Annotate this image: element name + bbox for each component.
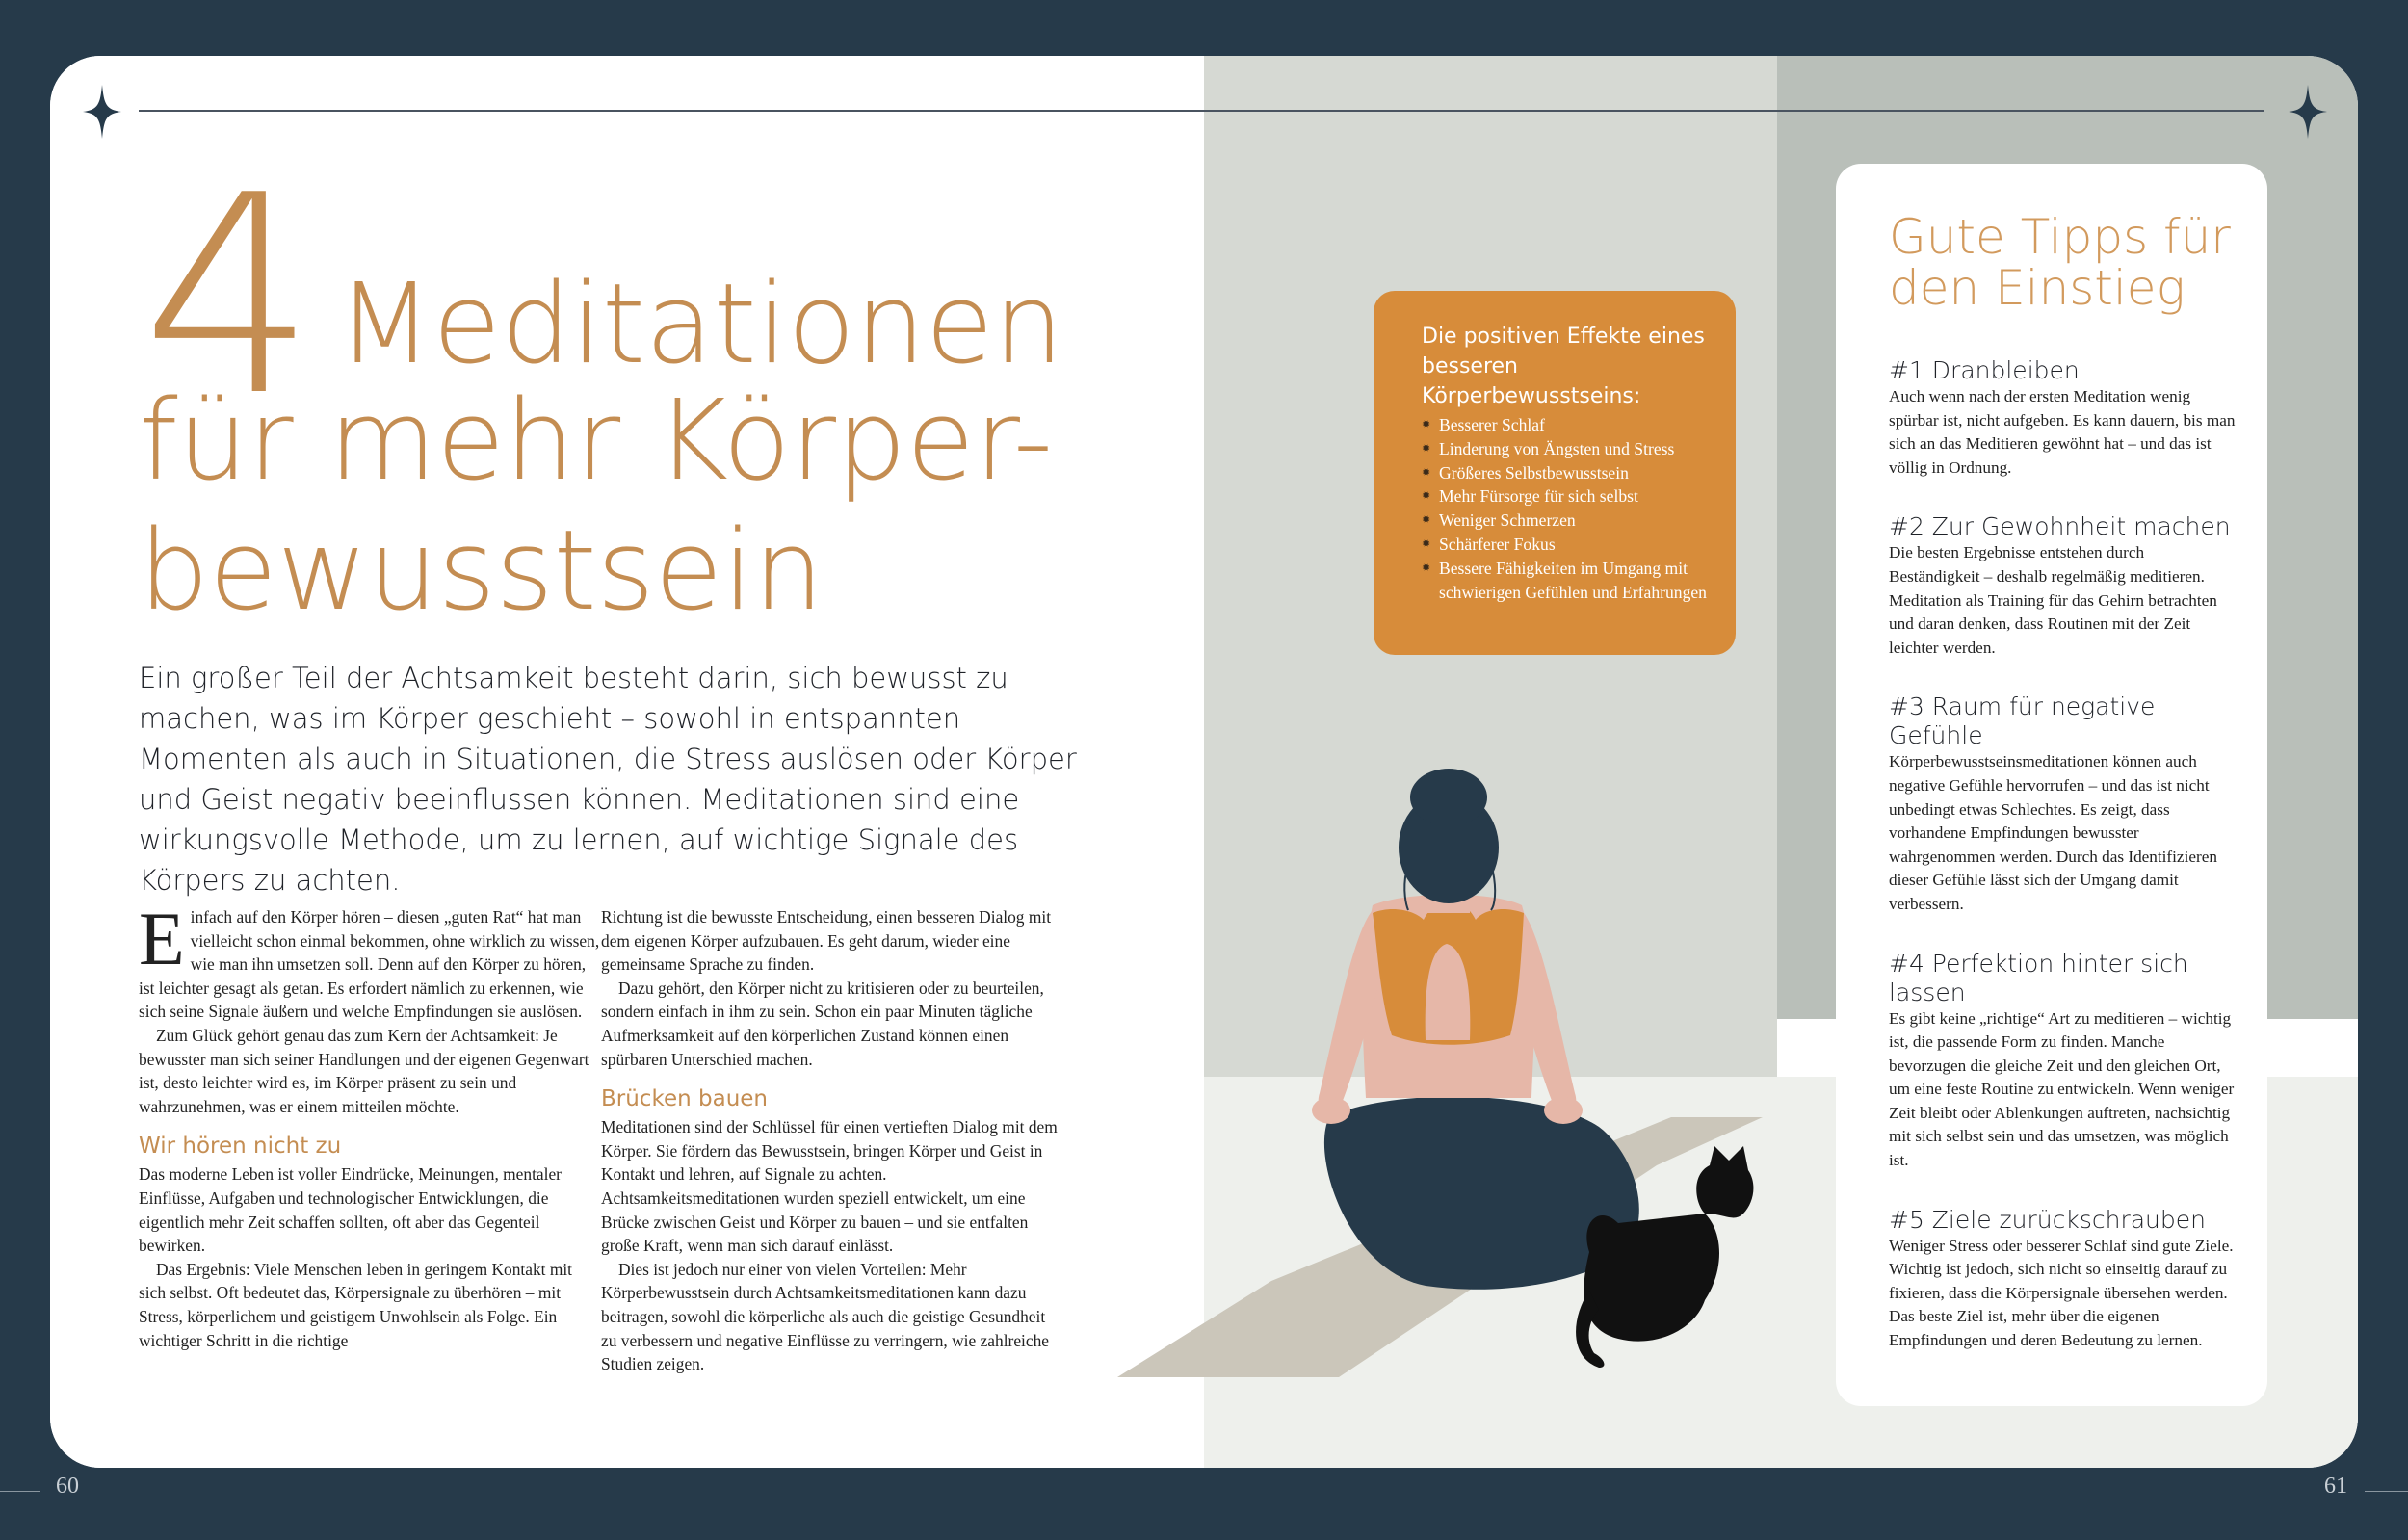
- tip-text: Es gibt keine „richtige“ Art zu meditieren – wichtig ist, die passende Form zu finden. Manche bevorzugen die gleiche Zeit und den gleichen Ort, um eine feste Routine zu entwickeln. Wenn weniger Zeit bleibt oder Ablenkungen auftreten, nachsichtig mit sich selbst sein und das umsetzen, was möglich ist.: [1889, 1008, 2235, 1170]
- body-column-1: [139, 897, 601, 1352]
- tip-text: Die besten Ergebnisse entstehen durch Beständigkeit – deshalb regelmäßig meditieren. Meditation als Training für das Gehirn betrachten und daran denken, dass Routinen mit der Zeit leichter werden.: [1889, 543, 2217, 657]
- paragraph: Dies ist jedoch nur einer von vielen Vorteilen: Mehr Körperbewusstsein durch Achtsamkeitsmeditationen kann dazu beitragen, sowohl die körperliche als auch die geistige Gesundheit zu verbessern und negative Einflüsse zu verringern, wie zahlreiche Studien zeigen.: [601, 1259, 1050, 1374]
- page-number-right: 61: [2324, 1474, 2347, 1499]
- tips-box: [1836, 164, 2267, 1406]
- list-item: ✹ Bessere Fähigkeiten im Umgang mit schwierigen Gefühlen und Erfahrungen: [1422, 557, 1707, 605]
- paragraph: [139, 897, 601, 1024]
- left-page: [50, 56, 1204, 1468]
- paragraph: Dazu gehört, den Körper nicht zu kritisieren oder zu beurteilen, sondern einfach in ihm zu sein. Schon ein paar Minuten tägliche Aufmerksamkeit auf den körperlichen Zustand können einen spürbaren Unterschied machen.: [601, 978, 1044, 1069]
- tip-heading: #5 Ziele zurückschrauben: [1889, 1205, 2206, 1234]
- list-item: ✹ Weniger Schmerzen: [1422, 509, 1707, 533]
- tips-title: Gute Tipps für den Einstieg: [1889, 209, 2231, 316]
- title-line-1: Meditationen: [337, 260, 1064, 389]
- tip-item: [1889, 356, 2238, 480]
- drop-cap: E: [139, 897, 185, 980]
- effects-list: [1422, 413, 1707, 604]
- list-item: ✹ Schärferer Fokus: [1422, 533, 1707, 557]
- tip-text: Körperbewusstseinsmeditationen können auch negative Gefühle hervorrufen – und das ist nicht unbedingt etwas Schlechtes. Es zeigt, dass vorhandene Empfindungen bewusster wahrgenommen werden. Durch das Identifizieren dieser Gefühle lässt sich der Umgang damit verbessern.: [1889, 752, 2217, 913]
- paragraph-text: infach auf den Körper hören – diesen „guten Rat“ hat man vielleicht schon einmal bekommen, ohne wirklich zu wissen, wie man ihn umsetzen soll. Denn auf den Körper zu hören, ist leichter gesagt als getan. Es erfordert nämlich zu erkennen, wie sich seine Signale äußern und welche Empfindungen sie auslösen.: [139, 907, 600, 1022]
- paragraph: Meditationen sind der Schlüssel für einen vertieften Dialog mit dem Körper. Sie fördern das Bewusstsein, bringen Körper und Geist in Kontakt und lehren, auf Signale zu achten. Achtsamkeitsmeditationen wurden speziell entwickelt, um eine Brücke zwischen Geist und Körper zu bauen – und sie entfalten große Kraft, wenn man sich darauf einlässt.: [601, 1117, 1058, 1256]
- intro-paragraph: Ein großer Teil der Achtsamkeit besteht darin, sich bewusst zu machen, was im Körper geschieht – sowohl in entspannten Momenten als auch in Situationen, die Stress auslösen oder Körper und Geist negativ beeinflussen können. Meditationen sind eine wirkungsvolle Methode, um zu lernen, auf wichtige Signale des Körpers zu achten.: [139, 662, 1077, 897]
- title-line-2: für mehr Körper-: [139, 377, 1054, 506]
- four-point-star-icon: [2289, 85, 2327, 139]
- title-line-3: bewusstsein: [139, 507, 824, 636]
- tip-text: Auch wenn nach der ersten Meditation wenig spürbar ist, nicht aufgeben. Es kann dauern, bis man sich an das Meditieren gewöhnt hat – und das ist völlig in Ordnung.: [1889, 387, 2236, 477]
- tip-heading: #1 Dranbleiben: [1889, 356, 2080, 384]
- header-rule: [139, 110, 2264, 112]
- tip-item: [1889, 1206, 2238, 1353]
- page-number-rule: [2365, 1491, 2408, 1492]
- paragraph: Zum Glück gehört genau das zum Kern der Achtsamkeit: Je bewusster man sich seiner Handlungen und der eigenen Gegenwart ist, desto leichter wird es, im Körper präsent zu sein und wahrzunehmen, was er einem mitteilen möchte.: [139, 1025, 589, 1116]
- effects-heading: Die positiven Effekte eines besseren Körperbewusstseins:: [1422, 325, 1705, 408]
- tip-item: [1889, 950, 2238, 1173]
- title-numeral: 4: [142, 137, 313, 457]
- tip-item: [1889, 512, 2238, 660]
- tip-heading: #3 Raum für negative Gefühle: [1889, 692, 2156, 750]
- subheading: Wir hören nicht zu: [139, 1134, 342, 1160]
- paragraph: Das Ergebnis: Viele Menschen leben in geringem Kontakt mit sich selbst. Oft bedeutet das, Körpersignale zu überhören – mit Stress, körperlichem und geistigem Unwohlsein als Folge. Ein wichtiger Schritt in die richtige: [139, 1259, 573, 1350]
- tip-heading: #4 Perfektion hinter sich lassen: [1889, 949, 2188, 1006]
- list-item: ✹ Größeres Selbstbewusstsein: [1422, 461, 1707, 485]
- list-item: ✹ Linderung von Ängsten und Stress: [1422, 437, 1707, 461]
- paragraph: Das moderne Leben ist voller Eindrücke, Meinungen, mentaler Einflüsse, Aufgaben und technologischer Entwicklungen, die eigentlich mehr Zeit schaffen sollten, oft aber das Gegenteil bewirken.: [139, 1164, 562, 1256]
- list-item: ✹ Besserer Schlaf: [1422, 413, 1707, 437]
- page-number-rule: [0, 1491, 40, 1492]
- effects-box: [1374, 291, 1736, 655]
- tip-text: Weniger Stress oder besserer Schlaf sind gute Ziele. Wichtig ist jedoch, sich nicht so einseitig darauf zu fixieren, dass die Körpersignale übersehen werden. Das beste Ziel ist, mehr über die eigenen Empfindungen und deren Bedeutung zu lernen.: [1889, 1236, 2234, 1350]
- tip-item: [1889, 692, 2238, 916]
- page-number-left: 60: [56, 1474, 79, 1499]
- paragraph: Richtung ist die bewusste Entscheidung, einen besseren Dialog mit dem eigenen Körper aufzubauen. Es geht darum, wieder eine gemeinsame Sprache zu finden.: [601, 907, 1052, 975]
- list-item: ✹ Mehr Fürsorge für sich selbst: [1422, 484, 1707, 509]
- tip-heading: #2 Zur Gewohnheit machen: [1889, 512, 2231, 541]
- woman-meditating-illustration: [1117, 751, 1792, 1392]
- body-column-2: [601, 905, 1063, 1376]
- four-point-star-icon: [83, 85, 121, 139]
- subheading: Brücken bauen: [601, 1086, 768, 1112]
